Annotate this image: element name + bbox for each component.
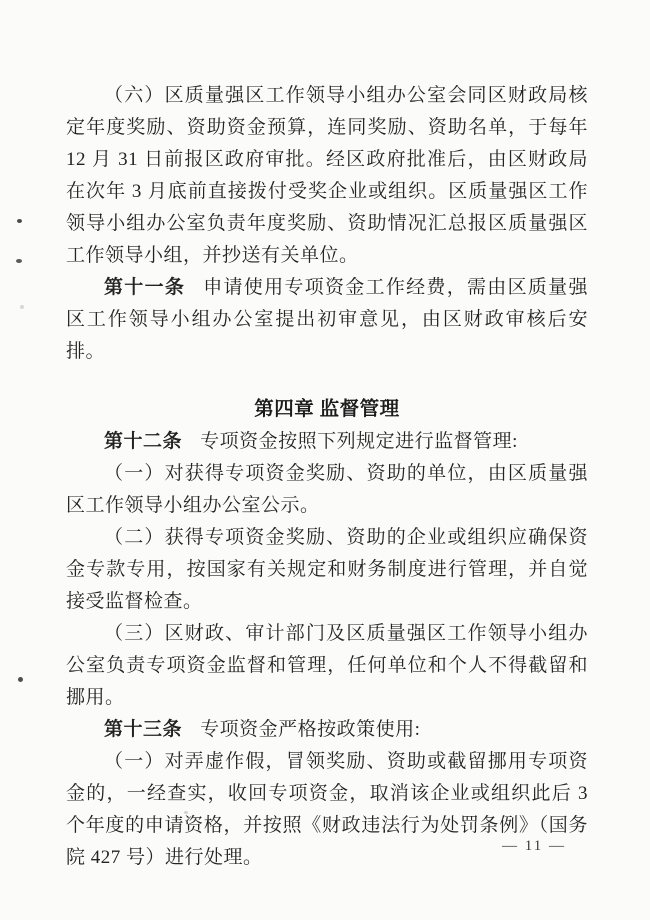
paragraph-article-13 (66, 714, 588, 746)
paragraph-item-12-3: （三）区财政、审计部门及区质量强区工作领导小组办公室负责专项资金监督和管理，任何单位和个人不得截留和挪用。 (66, 623, 588, 708)
article-11-text: 申请使用专项资金工作经费，需由区质量强区工作领导小组办公室提出初审意见，由区财政审核后安排。 (66, 277, 588, 362)
document-body (66, 80, 588, 874)
article-11-label: 第十一条 (104, 277, 186, 298)
scan-speck (18, 677, 23, 682)
paragraph-article-12 (66, 426, 588, 458)
page-number: — 11 — (502, 838, 566, 854)
paragraph-article-11 (66, 272, 588, 368)
paragraph-item-6: （六）区质量强区工作领导小组办公室会同区财政局核定年度奖励、资助资金预算，连同奖励、资助名单，于每年 12 月 31 日前报区政府审批。经区政府批准后，由区财政局在次年 3 月底前直接拨付受奖企业或组织。区质量强区工作领导小组办公室负责年度奖励、资助情况汇总报区质量强区工作领导小组，并抄送有关单位。 (66, 85, 588, 266)
scan-speck (184, 811, 188, 814)
paragraph-item-12-2: （二）获得专项资金奖励、资助的企业或组织应确保资金专款专用，按国家有关规定和财务制度进行管理，并自觉接受监督检查。 (66, 527, 588, 612)
paragraph-item-13-1: （一）对弄虚作假，冒领奖励、资助或截留挪用专项资金的，一经查实，收回专项资金，取消该企业或组织此后 3 个年度的申请资格，并按照《财政违法行为处罚条例》（国务院 427 号）进行处理。 (66, 751, 588, 868)
chapter-4-heading: 第四章 监督管理 (254, 399, 400, 420)
article-13-text: 专项资金严格按政策使用: (200, 719, 421, 740)
scan-speck (16, 259, 22, 263)
scan-speck (20, 305, 24, 309)
article-13-label: 第十三条 (104, 719, 183, 740)
article-12-text: 专项资金按照下列规定进行监督管理: (200, 431, 518, 452)
article-12-label: 第十二条 (104, 431, 183, 452)
paragraph-item-12-1: （一）对获得专项资金奖励、资助的单位，由区质量强区工作领导小组办公室公示。 (66, 463, 588, 516)
scan-speck (17, 219, 22, 223)
